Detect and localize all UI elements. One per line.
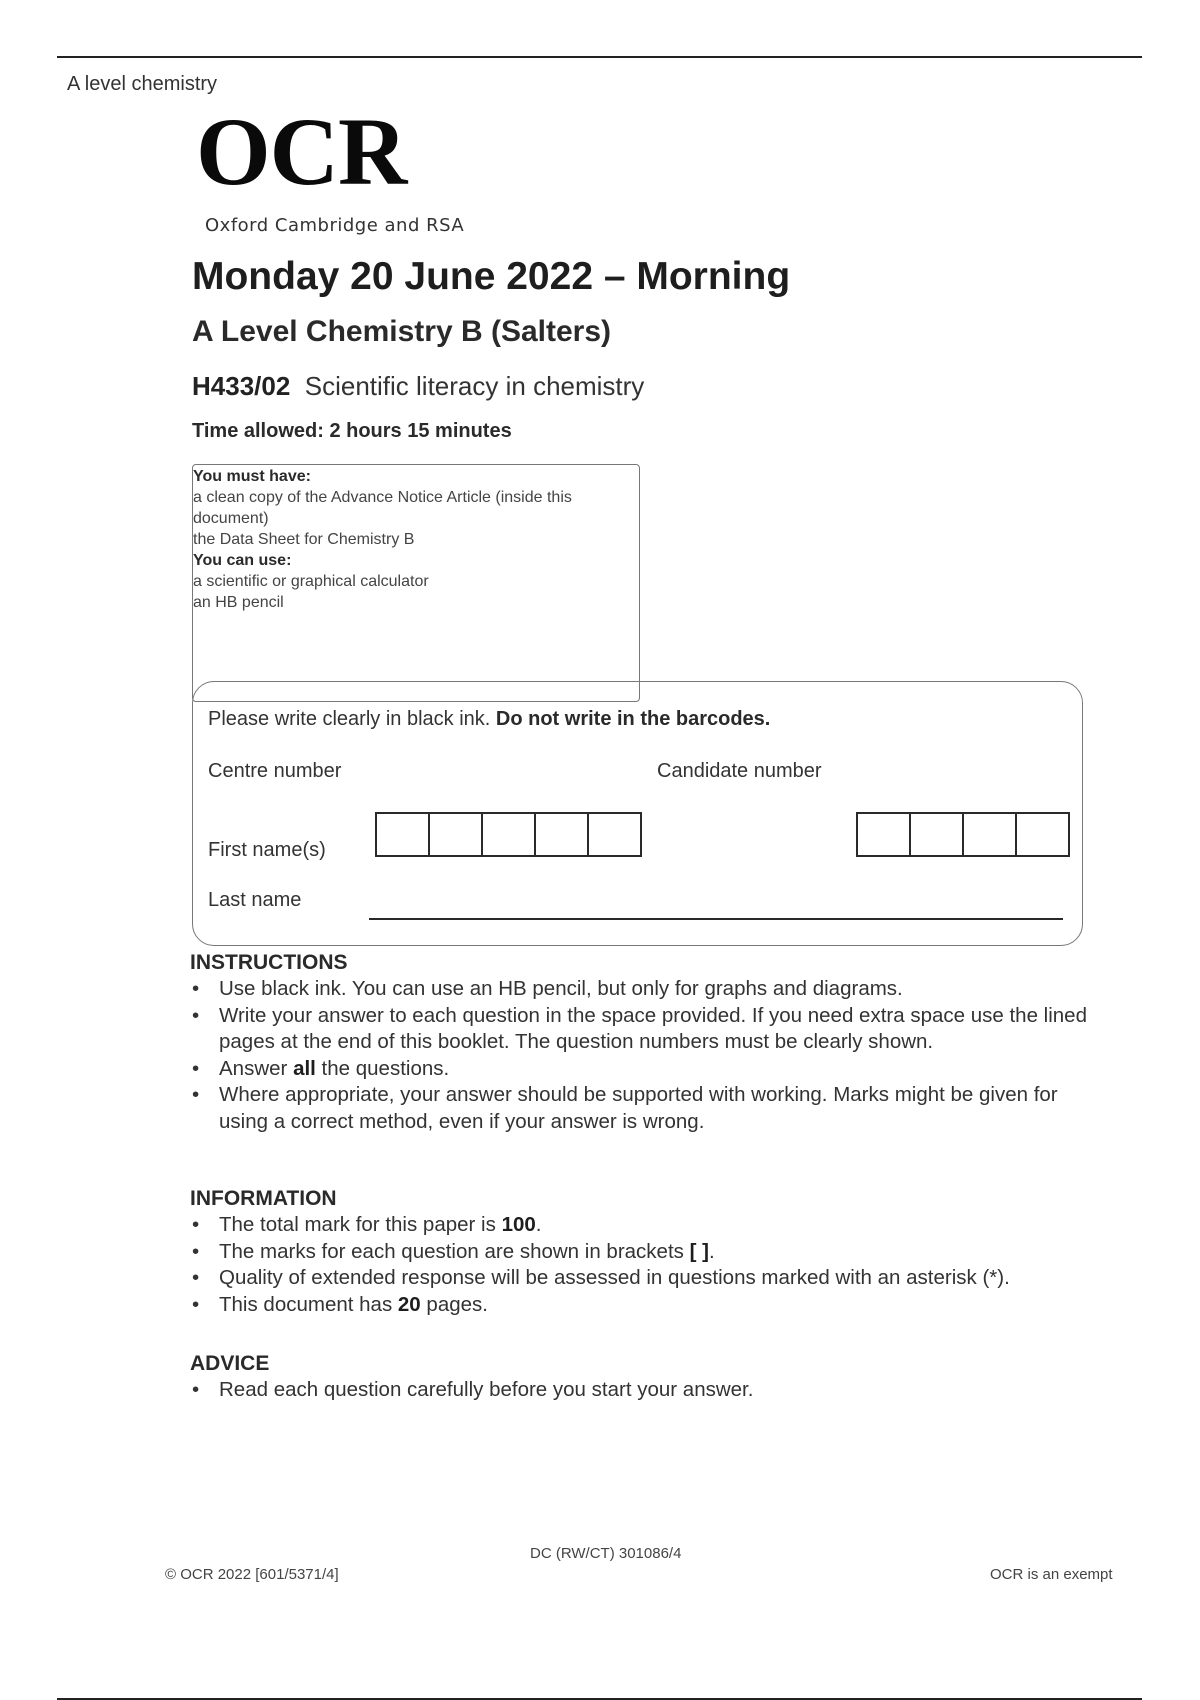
first-name-label: First name(s) — [208, 839, 326, 861]
information-item: • The marks for each question are shown in brackets [ ]. — [190, 1239, 1090, 1266]
instruction-item: • Use black ink. You can use an HB pencil, but only for graphs and diagrams. — [190, 976, 1090, 1003]
information-heading: INFORMATION — [190, 1187, 337, 1210]
information-item: • Quality of extended response will be assessed in questions marked with an asterisk (*). — [190, 1265, 1090, 1292]
last-name-label: Last name — [208, 889, 302, 911]
candidate-number-digit-box[interactable] — [909, 812, 964, 857]
ink-instruction-plain: Please write clearly in black ink. — [208, 708, 496, 730]
candidate-number-input[interactable] — [856, 812, 1070, 857]
requirements-box — [192, 464, 640, 702]
centre-number-digit-box[interactable] — [587, 812, 642, 857]
candidate-number-digit-box[interactable] — [1015, 812, 1070, 857]
last-name-field-line[interactable] — [369, 918, 1063, 920]
can-use-heading: You can use: — [193, 552, 292, 569]
instruction-item: • Answer all the questions. — [190, 1056, 1090, 1083]
footer-copyright: © OCR 2022 [601/5371/4] — [165, 1566, 339, 1583]
footer-reference: DC (RW/CT) 301086/4 — [530, 1545, 682, 1562]
centre-number-digit-box[interactable] — [428, 812, 483, 857]
instruction-item: • Write your answer to each question in the space provided. If you need extra space use the lined pages at the end of this booklet. The question numbers must be clearly shown. — [190, 1003, 1090, 1056]
centre-number-digit-box[interactable] — [534, 812, 589, 857]
paper-title: Scientific literacy in chemistry — [304, 371, 645, 401]
instruction-item: • Where appropriate, your answer should be supported with working. Marks might be given for using a correct method, even if your answer is wrong. — [190, 1082, 1090, 1135]
ink-instruction-bold: Do not write in the barcodes. — [495, 708, 771, 730]
instructions-heading: INSTRUCTIONS — [190, 951, 348, 974]
information-item: • The total mark for this paper is 100. — [190, 1212, 1090, 1239]
can-use-item: an HB pencil — [193, 594, 284, 611]
candidate-number-digit-box[interactable] — [962, 812, 1017, 857]
top-rule — [57, 56, 1142, 58]
exam-subject-title: A Level Chemistry B (Salters) — [192, 315, 612, 348]
advice-item: • Read each question carefully before you start your answer. — [190, 1377, 1090, 1404]
centre-number-input[interactable] — [375, 812, 642, 857]
centre-number-digit-box[interactable] — [481, 812, 536, 857]
paper-code-line — [192, 371, 644, 402]
must-have-item: document) — [193, 510, 269, 527]
candidate-number-digit-box[interactable] — [856, 812, 911, 857]
ink-instruction — [208, 708, 770, 731]
centre-number-label: Centre number — [208, 760, 342, 782]
instructions-list — [190, 976, 1090, 1135]
time-allowed: Time allowed: 2 hours 15 minutes — [192, 420, 512, 442]
advice-list — [190, 1377, 1090, 1404]
must-have-item: a clean copy of the Advance Notice Article (inside this — [193, 489, 572, 506]
exam-date-title: Monday 20 June 2022 – Morning — [192, 255, 791, 298]
must-have-item: the Data Sheet for Chemistry B — [193, 531, 415, 548]
paper-code: H433/02 — [192, 371, 291, 401]
candidate-number-label: Candidate number — [657, 760, 822, 782]
information-list — [190, 1212, 1090, 1318]
information-item: • This document has 20 pages. — [190, 1292, 1090, 1319]
ocr-logo-subtitle: Oxford Cambridge and RSA — [205, 215, 465, 236]
can-use-item: a scientific or graphical calculator — [193, 573, 429, 590]
document-header-label: A level chemistry — [67, 73, 218, 95]
advice-heading: ADVICE — [190, 1352, 270, 1375]
ocr-logo: OCR — [196, 98, 407, 205]
footer-exempt-note: OCR is an exempt — [990, 1566, 1113, 1583]
must-have-heading: You must have: — [193, 468, 311, 485]
centre-number-digit-box[interactable] — [375, 812, 430, 857]
